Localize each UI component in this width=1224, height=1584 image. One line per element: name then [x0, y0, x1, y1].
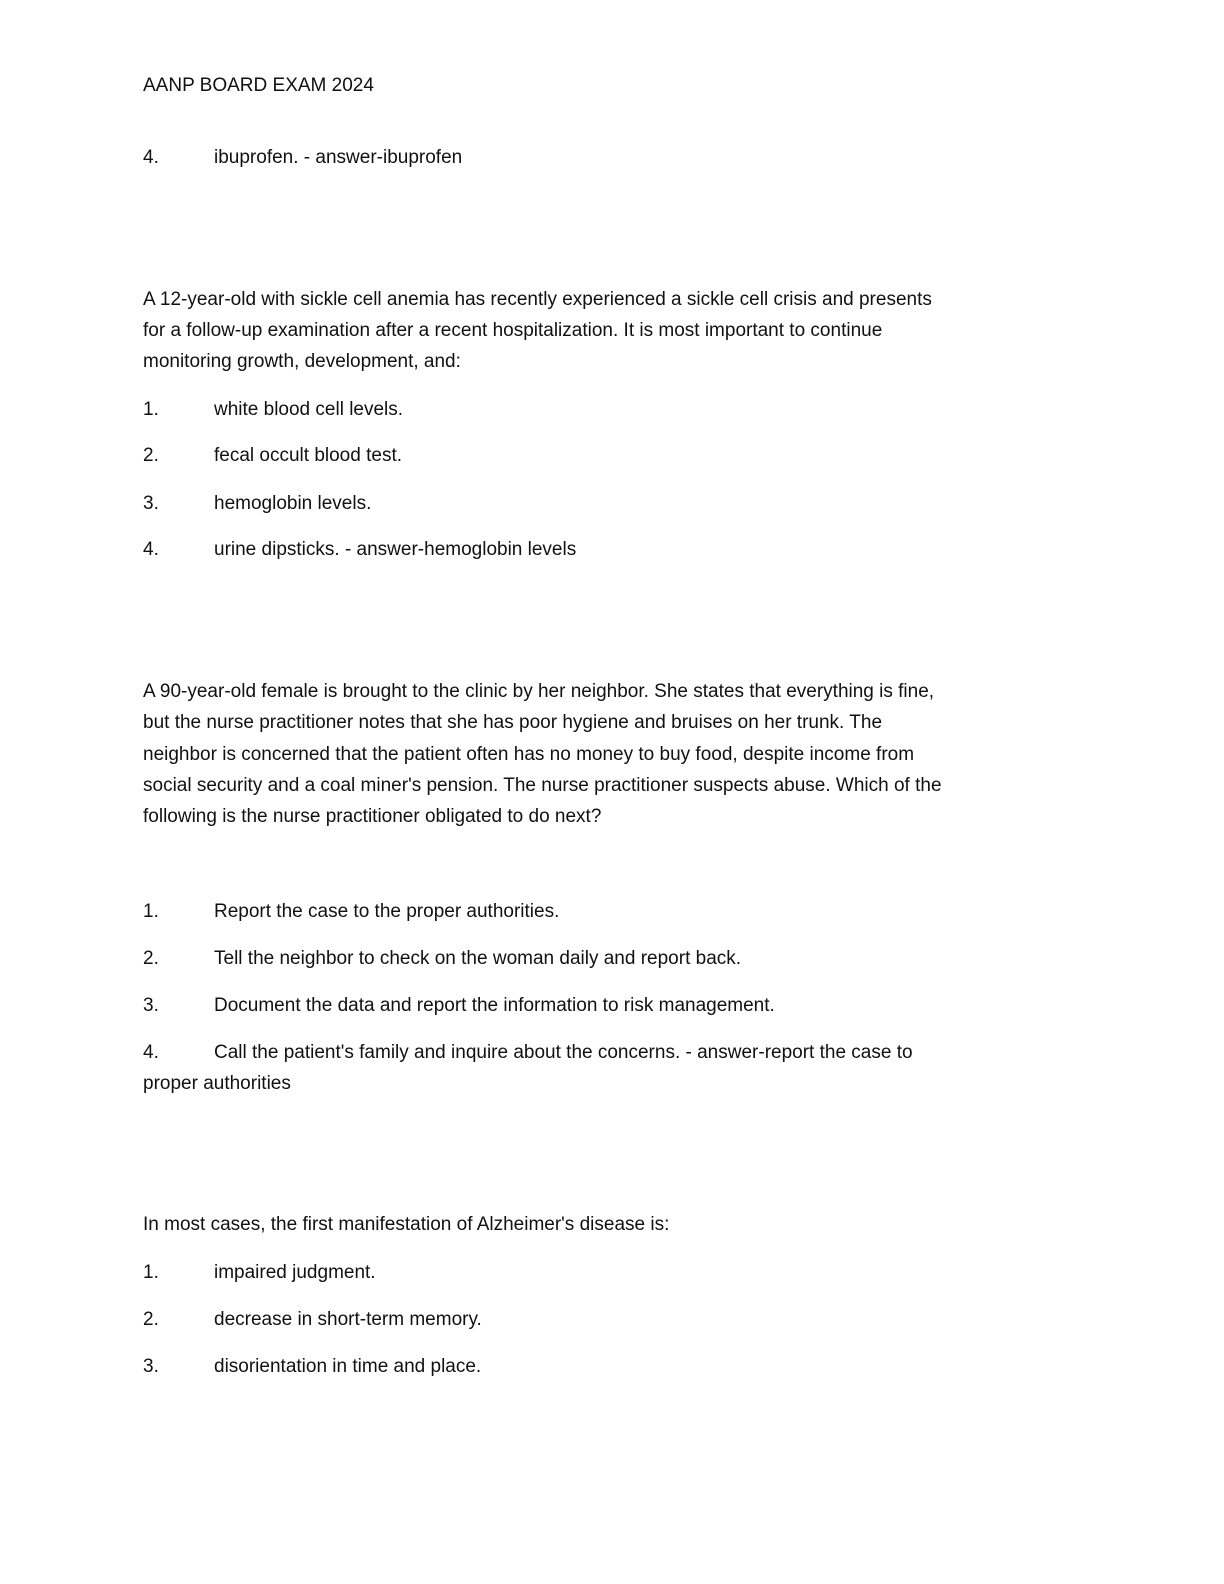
question-stem-line: A 12-year-old with sickle cell anemia has recently experienced a sickle cell crisis and presents [143, 289, 932, 310]
option-number: 4. [143, 1042, 159, 1063]
option-number: 4. [143, 147, 159, 168]
option-text: urine dipsticks. - answer-hemoglobin levels [214, 539, 577, 560]
option-number: 1. [143, 1262, 159, 1283]
option-text: Document the data and report the information to risk management. [214, 995, 775, 1016]
question-stem-line: but the nurse practitioner notes that she has poor hygiene and bruises on her trunk. The [143, 712, 883, 733]
option-text-continuation: proper authorities [143, 1073, 291, 1094]
option-text: hemoglobin levels. [214, 493, 372, 514]
question-stem-line: A 90-year-old female is brought to the clinic by her neighbor. She states that everything is fine, [143, 681, 935, 702]
option-text: Tell the neighbor to check on the woman daily and report back. [214, 948, 742, 969]
option-text: Report the case to the proper authorities. [214, 901, 560, 922]
option-number: 1. [143, 901, 159, 922]
option-text: white blood cell levels. [214, 399, 404, 420]
option-text: impaired judgment. [214, 1262, 376, 1283]
option-text: Call the patient's family and inquire about the concerns. - answer-report the case to [214, 1042, 913, 1063]
option-number: 2. [143, 1309, 159, 1330]
option-number: 2. [143, 445, 159, 466]
question-stem-line: following is the nurse practitioner obligated to do next? [143, 806, 602, 827]
option-number: 3. [143, 995, 159, 1016]
option-text: fecal occult blood test. [214, 445, 402, 466]
option-number: 2. [143, 948, 159, 969]
question-stem-line: neighbor is concerned that the patient often has no money to buy food, despite income from [143, 744, 915, 765]
question-stem-line: for a follow-up examination after a recent hospitalization. It is most important to continue [143, 320, 883, 341]
option-number: 3. [143, 493, 159, 514]
option-number: 4. [143, 539, 159, 560]
question-stem-line: monitoring growth, development, and: [143, 351, 461, 372]
page-header: AANP BOARD EXAM 2024 [143, 75, 374, 96]
option-text: decrease in short-term memory. [214, 1309, 482, 1330]
question-stem-line: In most cases, the first manifestation of Alzheimer's disease is: [143, 1214, 670, 1235]
question-stem-line: social security and a coal miner's pension. The nurse practitioner suspects abuse. Which of the [143, 775, 942, 796]
option-number: 1. [143, 399, 159, 420]
option-number: 3. [143, 1356, 159, 1377]
option-text: disorientation in time and place. [214, 1356, 482, 1377]
option-text: ibuprofen. - answer-ibuprofen [214, 147, 463, 168]
